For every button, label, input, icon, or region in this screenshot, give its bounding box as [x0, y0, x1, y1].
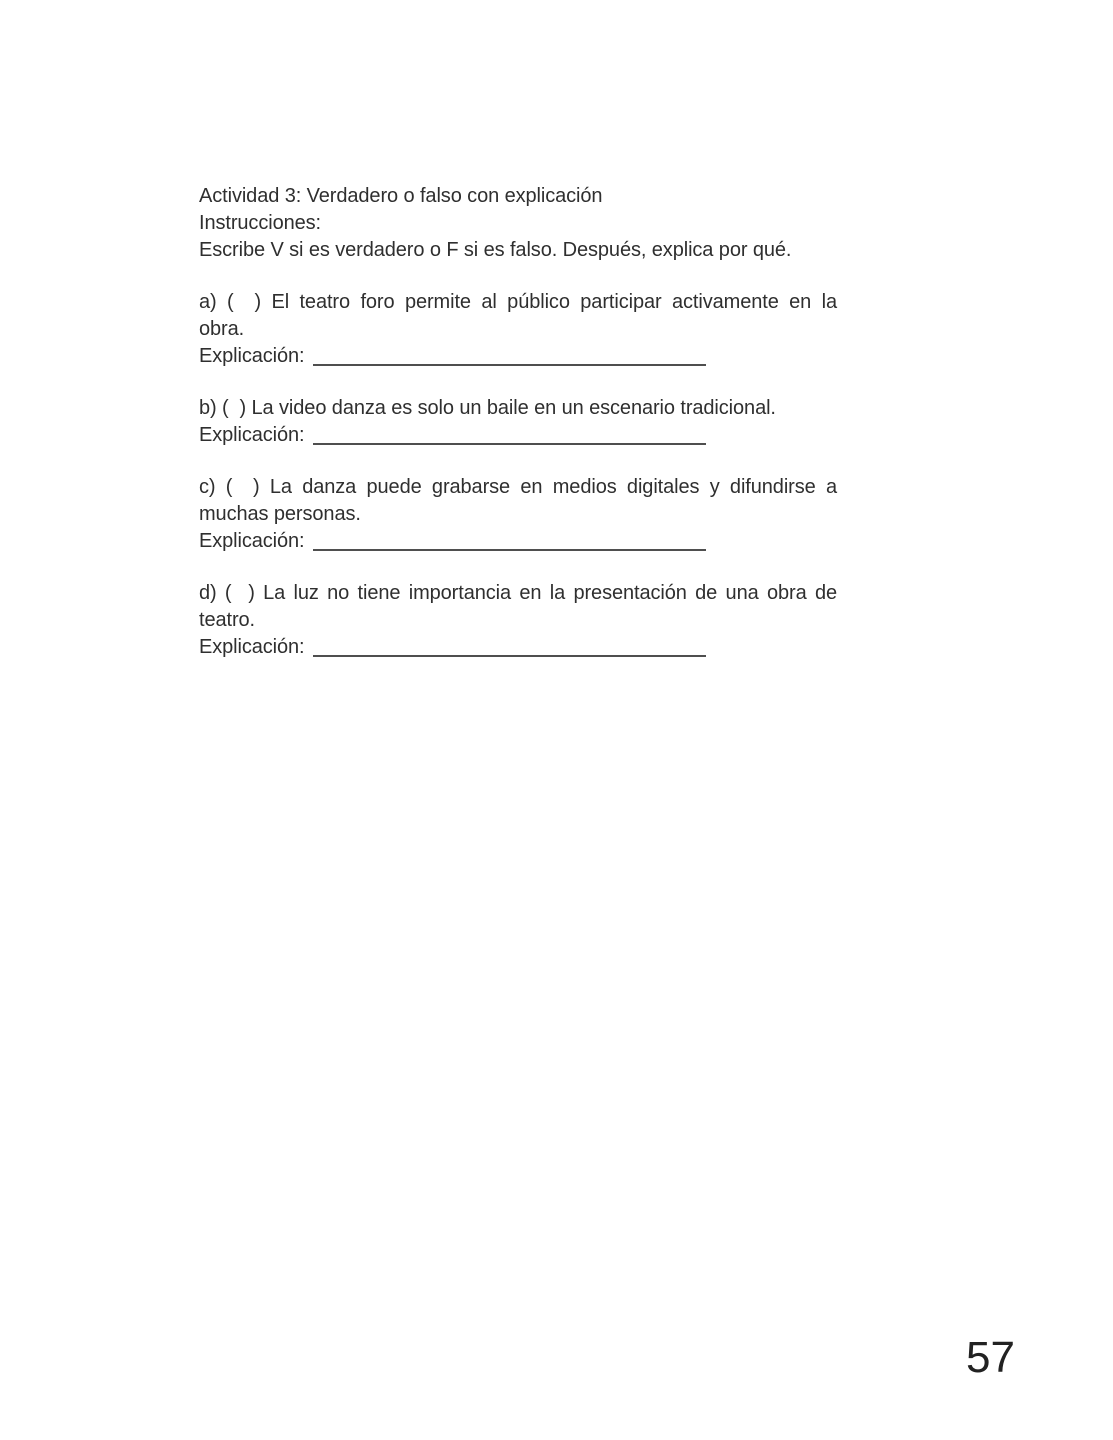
explanation-row: [199, 528, 706, 555]
item-statement-line1: a) ( ) El teatro foro permite al público participar activamente en la: [199, 291, 837, 313]
explanation-blank-line: [313, 549, 706, 551]
true-false-item: [199, 580, 837, 661]
item-statement-line1: c) ( ) La danza puede grabarse en medios digitales y difundirse a: [199, 476, 837, 498]
true-false-items: [199, 289, 837, 661]
item-statement-line2: teatro.: [199, 609, 255, 631]
explanation-row: [199, 634, 706, 661]
explanation-blank-line: [313, 364, 706, 366]
true-false-item: [199, 474, 837, 555]
explanation-blank-line: [313, 655, 706, 657]
explanation-blank-line: [313, 443, 706, 445]
instructions-text: Escribe V si es verdadero o F si es falso. Después, explica por qué.: [199, 239, 792, 261]
worksheet-content: [199, 183, 837, 661]
true-false-item: [199, 289, 837, 370]
explanation-label: Explicación:: [199, 530, 305, 552]
explanation-label: Explicación:: [199, 345, 305, 367]
item-statement-line1: d) ( ) La luz no tiene importancia en la presentación de una obra de: [199, 582, 837, 604]
explanation-label: Explicación:: [199, 424, 305, 446]
item-statement-line1: b) ( ) La video danza es solo un baile en un escenario tradicional.: [199, 397, 776, 419]
activity-title: Actividad 3: Verdadero o falso con explicación: [199, 185, 603, 207]
item-statement-line2: obra.: [199, 318, 245, 340]
item-statement-line2: muchas personas.: [199, 503, 361, 525]
explanation-row: [199, 343, 706, 370]
explanation-label: Explicación:: [199, 636, 305, 658]
true-false-item: [199, 395, 837, 449]
explanation-row: [199, 422, 706, 449]
instructions-label: Instrucciones:: [199, 212, 321, 234]
page-number: 57: [966, 1333, 1015, 1382]
